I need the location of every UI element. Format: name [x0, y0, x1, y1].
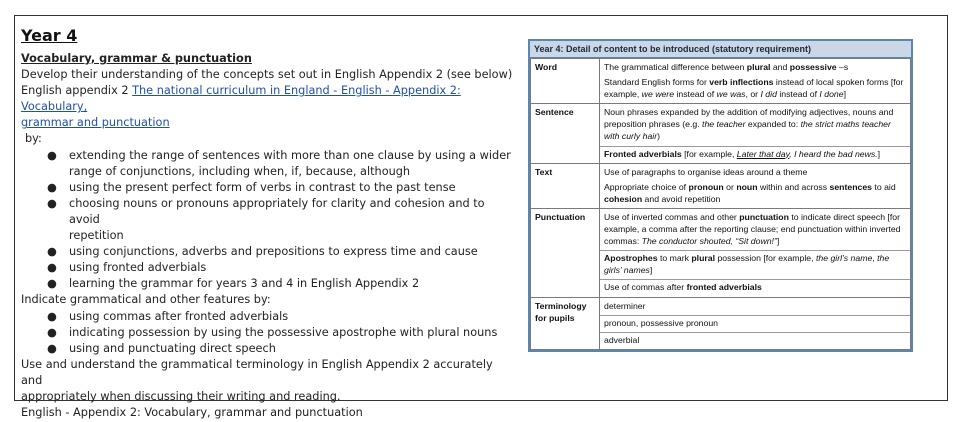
bullet-icon: ● — [47, 261, 57, 275]
appendix-prefix: English appendix 2 — [21, 84, 133, 98]
by-label: by: — [25, 132, 42, 146]
bullet-icon: ● — [47, 245, 57, 259]
bullet-list-2 — [21, 309, 516, 357]
table-row-word — [531, 59, 911, 104]
list-item: ● using commas after fronted adverbials — [21, 309, 516, 325]
term-item: adverbial — [604, 334, 640, 345]
appendix-reference: English - Appendix 2: Vocabulary, grammar and punctuation — [21, 406, 363, 420]
row-content: Use of inverted commas and other punctuation to indicate direct speech [for example, a comma after the reporting clause; end punctuation within inverted commas: The conductor shouted, “Sit down!”] Apostrophes to mark plural possession [for example, the girl’s name, the girls’ names] Use of commas after fronted adverbials — [600, 208, 911, 297]
row-label: Punctuation — [531, 208, 600, 297]
row-content: Noun phrases expanded by the addition of modifying adjectives, nouns and preposition phrases (e.g. the teacher expanded to: the strict maths teacher with curly hair) Fronted adverbials [for example, Later that day, I heard the bad news.] — [600, 104, 911, 163]
list-item: ● learning the grammar for years 3 and 4 in English Appendix 2 — [21, 276, 516, 292]
list-item: ● extending the range of sentences with more than one clause by using a wider — [21, 148, 516, 164]
bullet-icon: ● — [47, 148, 57, 162]
intro-line: Develop their understanding of the concepts set out in English Appendix 2 (see below) — [21, 68, 513, 82]
content-table — [528, 39, 913, 352]
list-item: ● using fronted adverbials — [21, 260, 516, 276]
use-line-1: Use and understand the grammatical terminology in English Appendix 2 accurately and — [21, 357, 493, 387]
list-item: ● indicating possession by using the possessive apostrophe with plural nouns — [21, 325, 516, 341]
list-item: ● using and punctuating direct speech — [21, 341, 516, 357]
bullet-icon: ● — [47, 180, 57, 194]
row-label: Word — [531, 59, 600, 104]
term-item: determiner — [604, 300, 646, 311]
list-item-continuation: repetition — [69, 229, 124, 243]
row-content — [600, 297, 911, 349]
row-label: Sentence — [531, 104, 600, 163]
section-subheading: Vocabulary, grammar & punctuation — [21, 52, 252, 65]
year-title: Year 4 — [21, 26, 78, 45]
term-item: pronoun, possessive pronoun — [604, 317, 718, 328]
table-row-punctuation — [531, 208, 911, 297]
appendix-line — [21, 83, 516, 115]
left-column — [21, 25, 516, 421]
bullet-icon: ● — [47, 325, 57, 339]
list-item: ● using conjunctions, adverbs and prepositions to express time and cause — [21, 244, 516, 260]
table-row-text — [531, 163, 911, 208]
row-content: The grammatical difference between plural and possessive –s Standard English forms for verb inflections instead of local spoken forms [for example, we were instead of we was, or I did instead of I done] — [600, 59, 911, 104]
bullet-icon: ● — [47, 309, 57, 323]
appendix-link-continued[interactable]: grammar and punctuation — [21, 116, 170, 130]
bullet-icon: ● — [47, 341, 57, 355]
row-content: Use of paragraphs to organise ideas around a theme Appropriate choice of pronoun or noun within and across sentences to aid cohesion and avoid repetition — [600, 163, 911, 208]
indicate-line: Indicate grammatical and other features by: — [21, 293, 271, 307]
list-item: ● using the present perfect form of verbs in contrast to the past tense — [21, 180, 516, 196]
bullet-list-1 — [21, 148, 516, 293]
table-row-sentence — [531, 104, 911, 163]
list-item-continuation: range of conjunctions, including when, if, because, although — [69, 164, 411, 178]
bullet-icon: ● — [47, 196, 57, 210]
table-row-terminology — [531, 297, 911, 349]
row-label: Text — [531, 163, 600, 208]
table-header: Year 4: Detail of content to be introduced (statutory requirement) — [530, 41, 911, 58]
list-item: ● choosing nouns or pronouns appropriately for clarity and cohesion and to avoid — [47, 196, 485, 226]
bullet-icon: ● — [47, 277, 57, 291]
use-line-2: appropriately when discussing their writing and reading. — [21, 389, 341, 403]
row-label: Terminology for pupils — [531, 297, 600, 349]
appendix-link[interactable]: The national curriculum in England - English - Appendix 2: Vocabulary, — [21, 84, 461, 114]
